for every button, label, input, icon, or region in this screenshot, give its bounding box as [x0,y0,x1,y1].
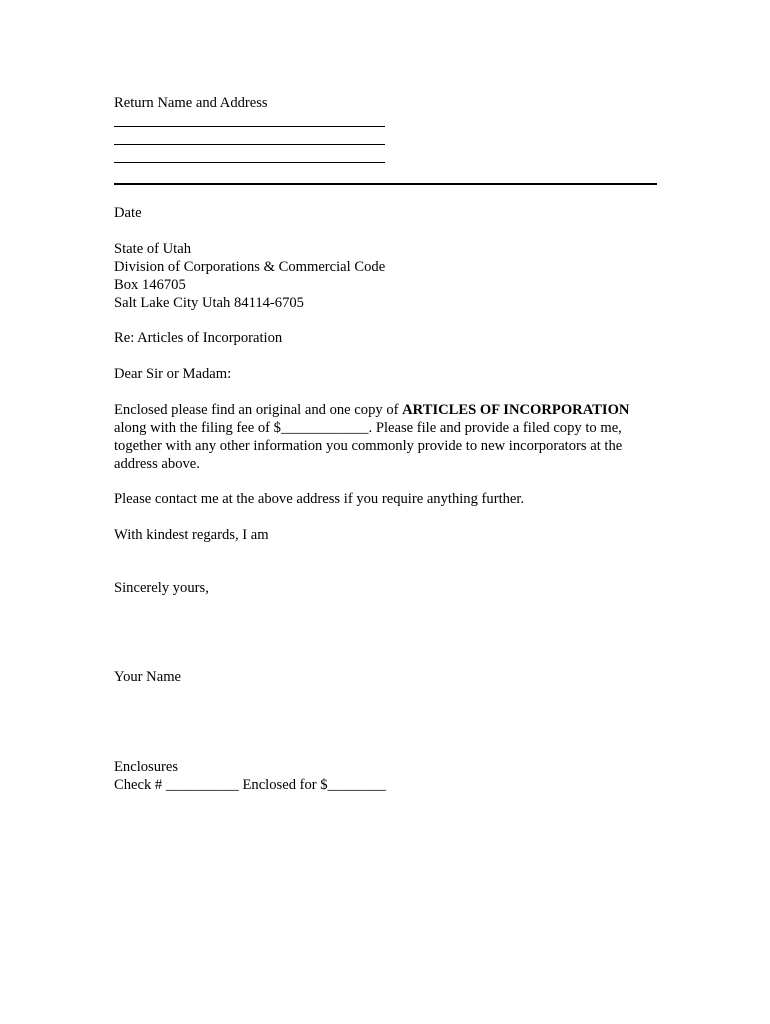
document-title-bold: ARTICLES OF INCORPORATION [402,402,630,418]
recipient-line-4: Salt Lake City Utah 84114-6705 [114,295,304,311]
subject-line: Re: Articles of Incorporation [114,330,283,346]
enclosures-check-line: Check # __________ Enclosed for $________ [114,777,386,793]
recipient-line-3: Box 146705 [114,277,186,293]
recipient-address [114,240,385,312]
body-paragraph-2: Please contact me at the above address if you require anything further. [114,491,525,507]
recipient-line-1: State of Utah [114,241,192,257]
date-label: Date [114,205,142,221]
body-paragraph-1 [114,401,659,473]
body-p1-line-1-text: Enclosed please find an original and one copy of [114,402,403,418]
signature-name: Your Name [114,669,182,685]
body-p1-line-1 [114,401,659,419]
salutation: Dear Sir or Madam: [114,366,232,382]
body-p1-line-4: address above. [114,456,200,472]
body-paragraph-3: With kindest regards, I am [114,527,269,543]
header-divider [114,183,657,185]
enclosures-label: Enclosures [114,759,179,775]
closing: Sincerely yours, [114,580,209,596]
return-address-line-1 [114,126,385,127]
body-p1-line-2: along with the filing fee of $____________. Please file and provide a filed copy to me, [114,420,622,436]
recipient-line-2: Division of Corporations & Commercial Code [114,259,386,275]
return-address-heading: Return Name and Address [114,95,268,111]
enclosures-block [114,758,386,794]
body-p1-line-3: together with any other information you commonly provide to new incorporators at the [114,438,623,454]
return-address-line-3 [114,162,385,163]
return-address-line-2 [114,144,385,145]
